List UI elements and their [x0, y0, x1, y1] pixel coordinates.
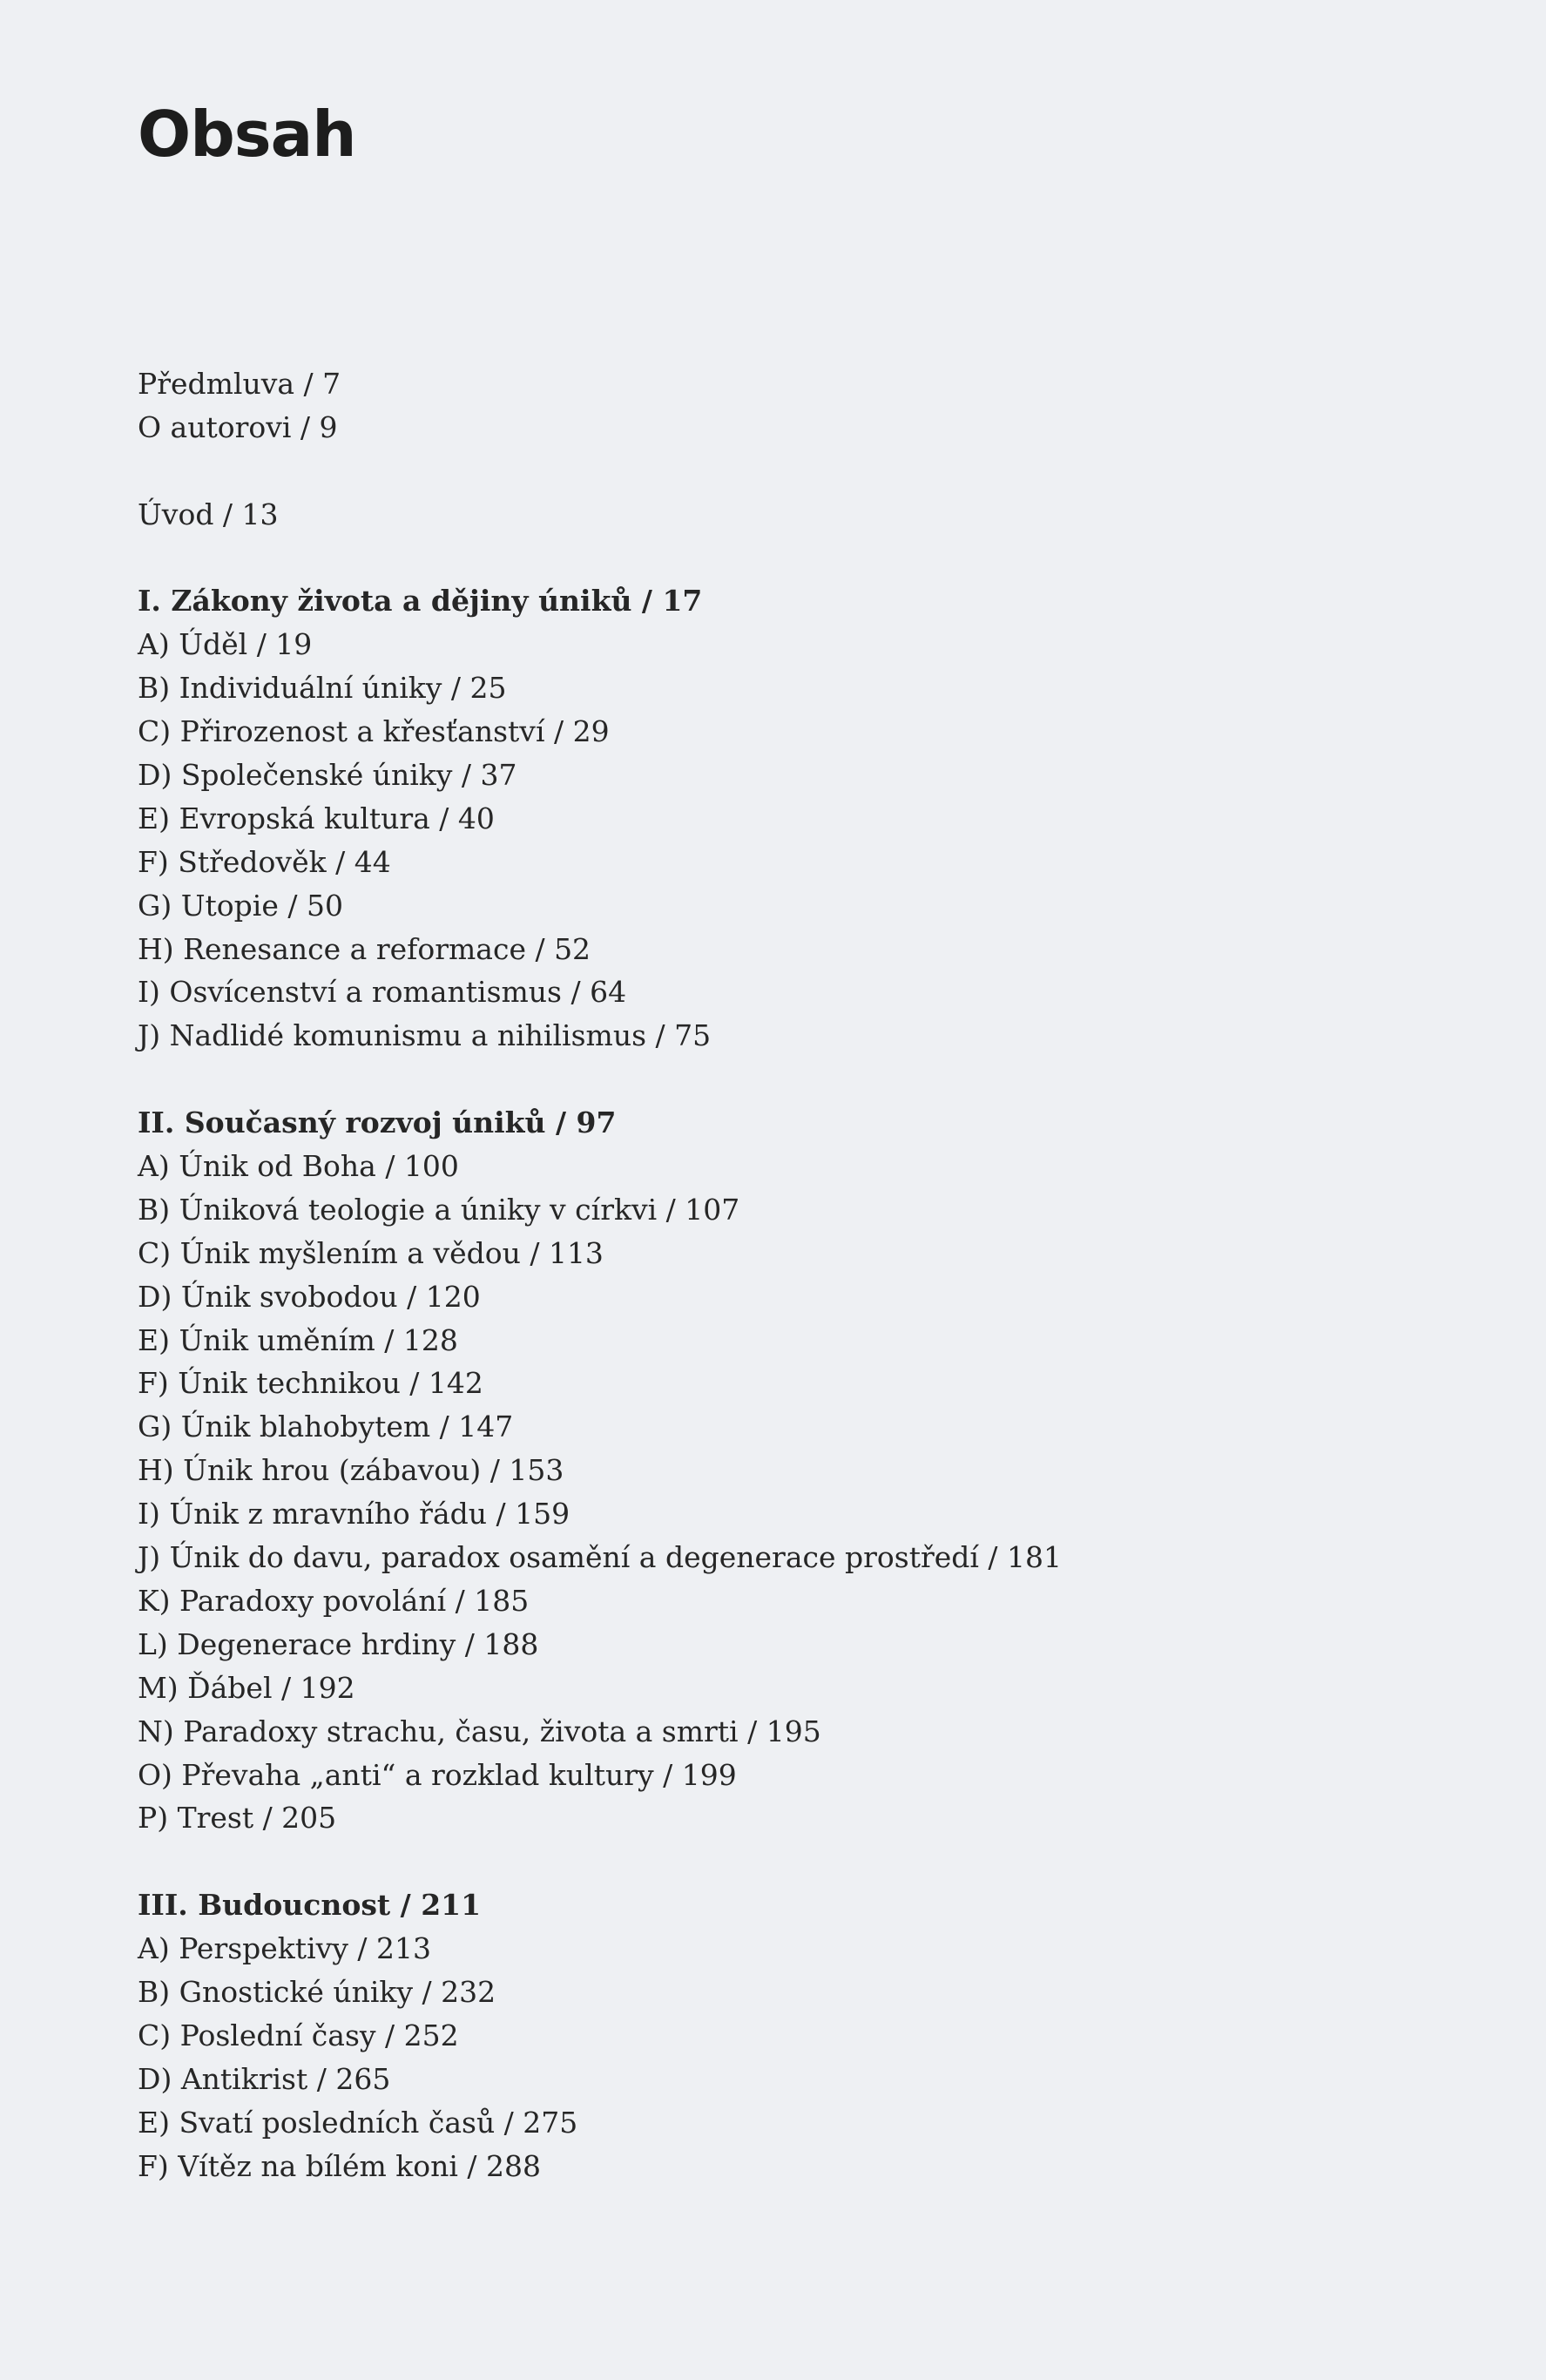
toc-entry-uvod: Úvod / 13: [138, 497, 279, 531]
toc-part-heading: II. Současný rozvoj úniků / 97: [138, 1105, 617, 1140]
toc-entry: A) Únik od Boha / 100: [138, 1149, 459, 1184]
table-of-contents: [138, 362, 1062, 2187]
toc-entry: D) Antikrist / 265: [138, 2061, 391, 2096]
toc-entry: F) Únik technikou / 142: [138, 1366, 483, 1401]
page-title: Obsah: [138, 98, 356, 171]
toc-entry: I) Únik z mravního řádu / 159: [138, 1497, 570, 1531]
spacer: [138, 537, 1062, 580]
toc-entry: A) Perspektivy / 213: [138, 1931, 431, 1966]
toc-entry: A) Úděl / 19: [138, 627, 313, 662]
toc-entry: D) Společenské úniky / 37: [138, 758, 517, 793]
spacer: [138, 1058, 1062, 1101]
toc-entry: B) Individuální úniky / 25: [138, 671, 507, 706]
toc-entry: H) Únik hrou (zábavou) / 153: [138, 1453, 564, 1488]
toc-entry: F) Středověk / 44: [138, 844, 391, 879]
toc-entry: I) Osvícenství a romantismus / 64: [138, 975, 627, 1010]
toc-entry-predmluva: Předmluva / 7: [138, 367, 341, 401]
toc-entry: N) Paradoxy strachu, času, života a smrti / 195: [138, 1714, 821, 1748]
toc-entry: O) Převaha „anti“ a rozklad kultury / 199: [138, 1757, 737, 1792]
toc-entry: F) Vítěz na bílém koni / 288: [138, 2148, 542, 2183]
toc-entry-o-autorovi: O autorovi / 9: [138, 409, 338, 444]
toc-entry: B) Gnostické úniky / 232: [138, 1974, 496, 2009]
toc-entry: D) Únik svobodou / 120: [138, 1279, 481, 1314]
toc-entry: L) Degenerace hrdiny / 188: [138, 1626, 539, 1661]
toc-entry: C) Přirozenost a křesťanství / 29: [138, 714, 610, 749]
toc-entry: E) Svatí posledních časů / 275: [138, 2105, 578, 2140]
toc-entry: E) Únik uměním / 128: [138, 1322, 458, 1357]
toc-entry: M) Ďábel / 192: [138, 1670, 355, 1705]
toc-part-heading: III. Budoucnost / 211: [138, 1888, 482, 1923]
toc-parts: [138, 537, 1062, 2188]
toc-entry: B) Úniková teologie a úniky v církvi / 107: [138, 1192, 740, 1227]
spacer: [138, 450, 1062, 493]
toc-entry: G) Utopie / 50: [138, 888, 343, 923]
toc-entry: E) Evropská kultura / 40: [138, 801, 495, 835]
toc-entry: G) Únik blahobytem / 147: [138, 1410, 514, 1444]
toc-entry: K) Paradoxy povolání / 185: [138, 1583, 530, 1618]
toc-entry: J) Únik do davu, paradox osamění a degenerace prostředí / 181: [138, 1540, 1063, 1575]
toc-entry: C) Poslední časy / 252: [138, 2018, 459, 2052]
toc-entry: H) Renesance a reformace / 52: [138, 931, 591, 966]
spacer: [138, 1840, 1062, 1883]
toc-entry: P) Trest / 205: [138, 1801, 337, 1836]
toc-part-heading: I. Zákony života a dějiny úniků / 17: [138, 584, 703, 619]
toc-entry: C) Únik myšlením a vědou / 113: [138, 1235, 604, 1270]
toc-entry: J) Nadlidé komunismu a nihilismus / 75: [138, 1018, 712, 1053]
